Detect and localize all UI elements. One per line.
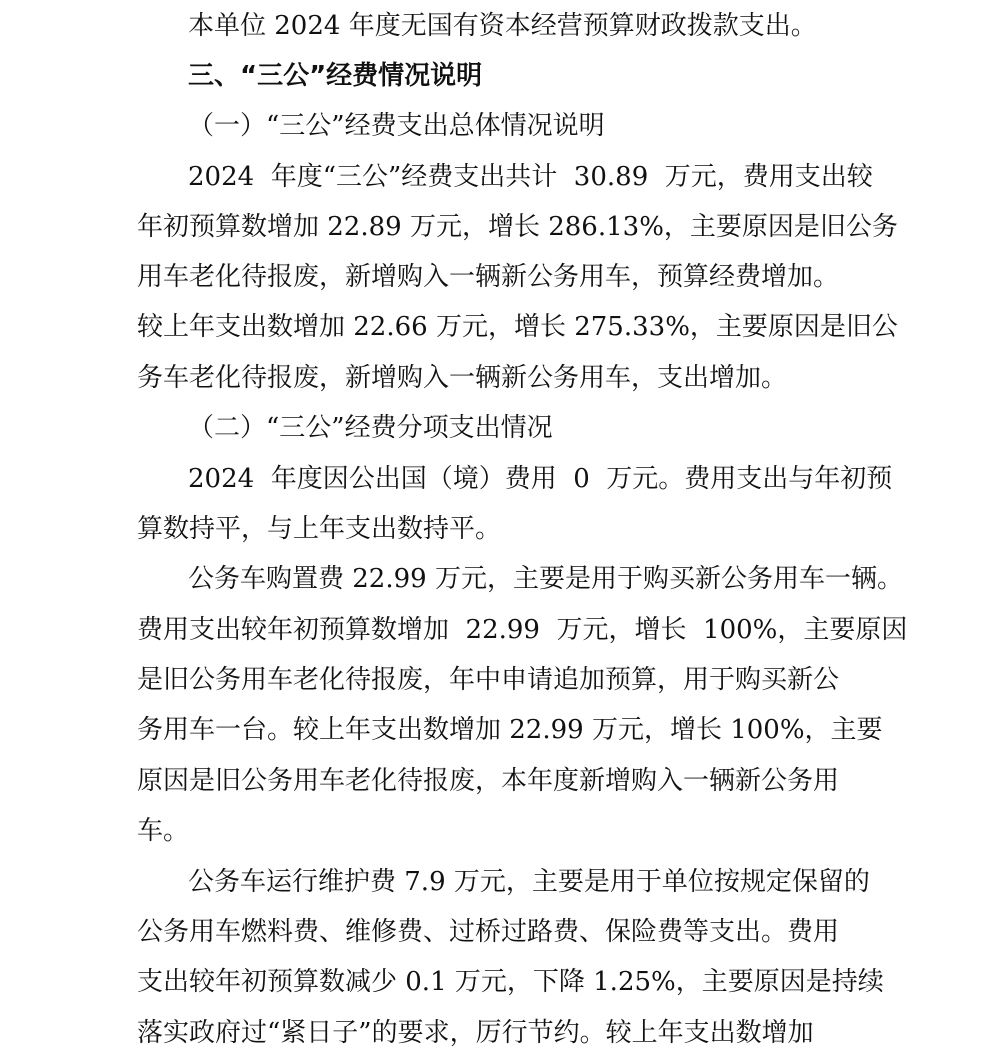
paragraph-line: 用车老化待报废，新增购入一辆新公务用车，预算经费增加。: [137, 262, 840, 292]
paragraph-line: 2024 年度“三公”经费支出共计 30.89 万元，费用支出较: [188, 162, 873, 192]
subsection-heading: （一）“三公”经费支出总体情况说明: [188, 111, 605, 141]
paragraph-line: 公务用车燃料费、维修费、过桥过路费、保险费等支出。费用: [137, 917, 840, 947]
paragraph-line: 务用车一台。较上年支出数增加 22.99 万元，增长 100%，主要: [137, 715, 883, 745]
subsection-heading: （二）“三公”经费分项支出情况: [188, 413, 553, 443]
paragraph-line: 公务车运行维护费 7.9 万元，主要是用于单位按规定保留的: [188, 867, 870, 897]
paragraph-line: 较上年支出数增加 22.66 万元，增长 275.33%，主要原因是旧公: [137, 312, 898, 342]
paragraph-line: 支出较年初预算数减少 0.1 万元，下降 1.25%，主要原因是持续: [137, 967, 884, 997]
paragraph-line: 落实政府过“紧日子”的要求，厉行节约。较上年支出数增加: [137, 1018, 814, 1048]
paragraph-line: 2024 年度因公出国（境）费用 0 万元。费用支出与年初预: [188, 464, 893, 494]
paragraph-line: 本单位 2024 年度无国有资本经营预算财政拨款支出。: [188, 11, 817, 41]
paragraph-line: 费用支出较年初预算数增加 22.99 万元，增长 100%，主要原因: [137, 615, 908, 645]
paragraph-line: 算数持平，与上年支出数持平。: [137, 514, 502, 544]
paragraph-line: 原因是旧公务用车老化待报废，本年度新增购入一辆新公务用: [137, 766, 840, 796]
paragraph-line: 公务车购置费 22.99 万元，主要是用于购买新公务用车一辆。: [188, 564, 903, 594]
paragraph-line: 务车老化待报废，新增购入一辆新公务用车，支出增加。: [137, 363, 788, 393]
paragraph-line: 年初预算数增加 22.89 万元，增长 286.13%，主要原因是旧公务: [137, 212, 898, 242]
paragraph-line: 是旧公务用车老化待报废，年中申请追加预算，用于购买新公: [137, 665, 840, 695]
section-heading: 三、“三公”经费情况说明: [188, 61, 483, 91]
paragraph-line: 车。: [137, 816, 190, 846]
